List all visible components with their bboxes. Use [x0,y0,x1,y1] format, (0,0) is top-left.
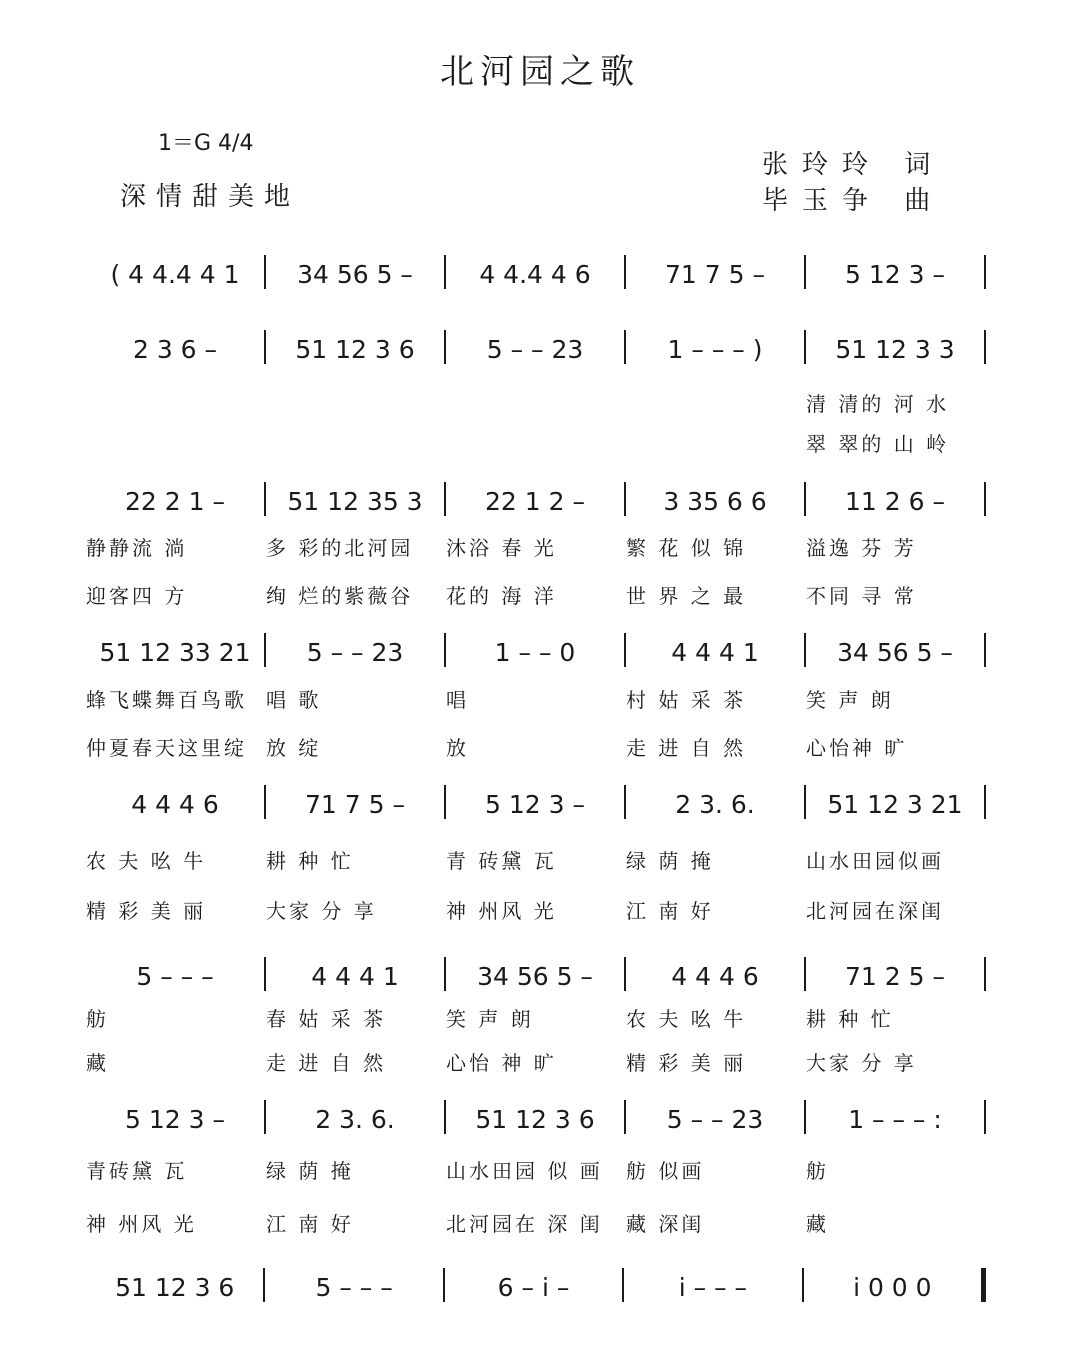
lyric-segment: 放 [446,736,469,760]
lyric-line-verse-2 [86,1208,986,1237]
measure: 71 7 5 – [665,260,765,289]
lyric-segment [86,388,266,417]
lyric-line-verse-1 [86,1003,986,1032]
lyric-segment: 走 进 自 然 [266,1051,387,1075]
lyric-segment: 繁 花 似 锦 [626,536,747,560]
notation-row [86,1268,986,1302]
measure: ( 4 4.4 4 1 [110,260,240,289]
lyric-line-verse-1 [86,388,986,417]
lyric-segment: 山水田园似画 [806,849,944,873]
measure: 51 12 3 3 [835,335,955,364]
notation-row [86,633,986,667]
measure: 34 56 5 – [477,962,593,991]
lyric-segment: 唱 歌 [266,688,322,712]
measure: 5 12 3 – [125,1105,225,1134]
lyric-segment: 春 姑 采 茶 [266,1007,387,1031]
measure: 51 12 3 6 [115,1273,235,1302]
key-signature: 1＝G 4/4 [158,131,254,156]
lyric-segment [266,428,446,457]
lyric-segment: 溢逸 芬 芳 [806,536,917,560]
lyric-segment: 舫 [806,1159,829,1183]
lyric-segment: 笑 声 朗 [806,688,894,712]
lyric-line-verse-2 [86,732,986,761]
bar-line [984,957,986,991]
lyric-segment: 藏 [86,1051,109,1075]
measure: 4 4 4 6 [671,962,759,991]
measure: 6 – i – [497,1273,570,1302]
notation-row [86,957,986,991]
lyric-segment: 藏 [806,1212,829,1236]
measure: i 0 0 0 [853,1273,932,1302]
measure: 51 12 3 6 [295,335,415,364]
lyric-line-verse-2 [86,1047,986,1076]
lyric-segment: 清 清的 河 水 [806,392,950,416]
lyric-segment: 沐浴 春 光 [446,536,557,560]
lyric-segment [446,388,626,417]
measure: 5 12 3 – [485,790,585,819]
measure: i – – – [678,1273,748,1302]
measure: 5 – – – [315,1273,393,1302]
composer-credit: 毕玉争 曲 [762,186,945,216]
bar-line [981,1268,986,1302]
lyric-segment: 静静流 淌 [86,536,188,560]
lyric-segment: 精 彩 美 丽 [86,899,207,923]
measure: 1 – – – ) [667,335,763,364]
measure: 51 12 35 3 [287,487,423,516]
measure: 4 4.4 4 6 [479,260,591,289]
lyric-segment: 大家 分 享 [266,899,377,923]
lyric-segment: 大家 分 享 [806,1051,917,1075]
measure: 11 2 6 – [845,487,945,516]
bar-line [984,1100,986,1134]
measure: 51 12 3 6 [475,1105,595,1134]
lyric-segment: 山水田园 似 画 [446,1159,603,1183]
lyric-segment: 不同 寻 常 [806,584,917,608]
lyric-segment: 绿 荫 掩 [626,849,714,873]
measure: 4 4 4 1 [311,962,399,991]
lyric-line-verse-1 [86,1155,986,1184]
measure: 2 3. 6. [315,1105,395,1134]
lyric-segment: 江 南 好 [626,899,714,923]
measure: 2 3 6 – [132,335,218,364]
bar-line [984,633,986,667]
measure: 71 7 5 – [305,790,405,819]
lyric-segment: 绿 荫 掩 [266,1159,354,1183]
lyric-segment [626,388,806,417]
measure: 4 4 4 6 [131,790,219,819]
notation-row [86,785,986,819]
notation-row [86,1100,986,1134]
lyric-segment: 神 州风 光 [446,899,557,923]
lyric-line-verse-1 [86,684,986,713]
measure: 51 12 33 21 [99,638,251,667]
bar-line [984,785,986,819]
notation-row [86,255,986,289]
measure: 22 1 2 – [485,487,585,516]
lyric-line-verse-2 [86,428,986,457]
measure: 5 – – 23 [666,1105,764,1134]
measure: 34 56 5 – [837,638,953,667]
lyric-segment: 迎客四 方 [86,584,188,608]
lyric-segment: 青 砖黛 瓦 [446,849,557,873]
measure: 5 – – 23 [486,335,584,364]
measure: 5 12 3 – [845,260,945,289]
measure: 22 2 1 – [125,487,225,516]
measure: 34 56 5 – [297,260,413,289]
lyric-segment: 耕 种 忙 [806,1007,894,1031]
measure: 2 3. 6. [675,790,755,819]
measure: 1 – – – : [848,1105,942,1134]
measure: 71 2 5 – [845,962,945,991]
lyric-line-verse-1 [86,532,986,561]
measure: 5 – – 23 [306,638,404,667]
lyric-segment: 舫 似画 [626,1159,705,1183]
song-title: 北河园之歌 [440,52,640,92]
measure: 51 12 3 21 [827,790,963,819]
lyric-line-verse-2 [86,895,986,924]
lyric-segment [86,428,266,457]
notation-row [86,330,986,364]
lyric-segment: 翠 翠的 山 岭 [806,432,950,456]
lyricist-credit: 张玲玲 词 [762,150,945,180]
lyric-segment: 唱 [446,688,469,712]
lyric-segment: 仲夏春天这里绽 [86,736,247,760]
lyric-segment: 村 姑 采 茶 [626,688,747,712]
lyric-line-verse-1 [86,845,986,874]
notation-row [86,482,986,516]
lyric-segment: 心怡神 旷 [806,736,908,760]
lyric-segment: 放 绽 [266,736,322,760]
lyric-segment: 江 南 好 [266,1212,354,1236]
bar-line [984,255,986,289]
lyric-segment: 农 夫 吆 牛 [86,849,207,873]
lyric-segment: 蜂飞蝶舞百鸟歌 [86,688,247,712]
tempo-marking: 深情甜美地 [120,182,301,212]
lyric-segment: 绚 烂的紫薇谷 [266,584,414,608]
bar-line [984,482,986,516]
lyric-segment [446,428,626,457]
measure: 5 – – – [136,962,214,991]
lyric-segment: 北河园在深闺 [806,899,944,923]
lyric-segment: 耕 种 忙 [266,849,354,873]
lyric-segment: 走 进 自 然 [626,736,747,760]
lyric-segment: 心怡 神 旷 [446,1051,557,1075]
lyric-segment: 世 界 之 最 [626,584,747,608]
lyric-segment: 多 彩的北河园 [266,536,414,560]
lyric-segment: 农 夫 吆 牛 [626,1007,747,1031]
measure: 3 35 6 6 [663,487,767,516]
lyric-segment: 花的 海 洋 [446,584,557,608]
measure: 1 – – 0 [494,638,576,667]
lyric-segment: 藏 深闺 [626,1212,705,1236]
lyric-segment: 神 州风 光 [86,1212,197,1236]
lyric-segment: 青砖黛 瓦 [86,1159,188,1183]
lyric-segment [266,388,446,417]
lyric-segment: 舫 [86,1007,109,1031]
lyric-segment: 笑 声 朗 [446,1007,534,1031]
bar-line [984,330,986,364]
lyric-segment [626,428,806,457]
lyric-line-verse-2 [86,580,986,609]
lyric-segment: 北河园在 深 闺 [446,1212,603,1236]
lyric-segment: 精 彩 美 丽 [626,1051,747,1075]
measure: 4 4 4 1 [671,638,759,667]
